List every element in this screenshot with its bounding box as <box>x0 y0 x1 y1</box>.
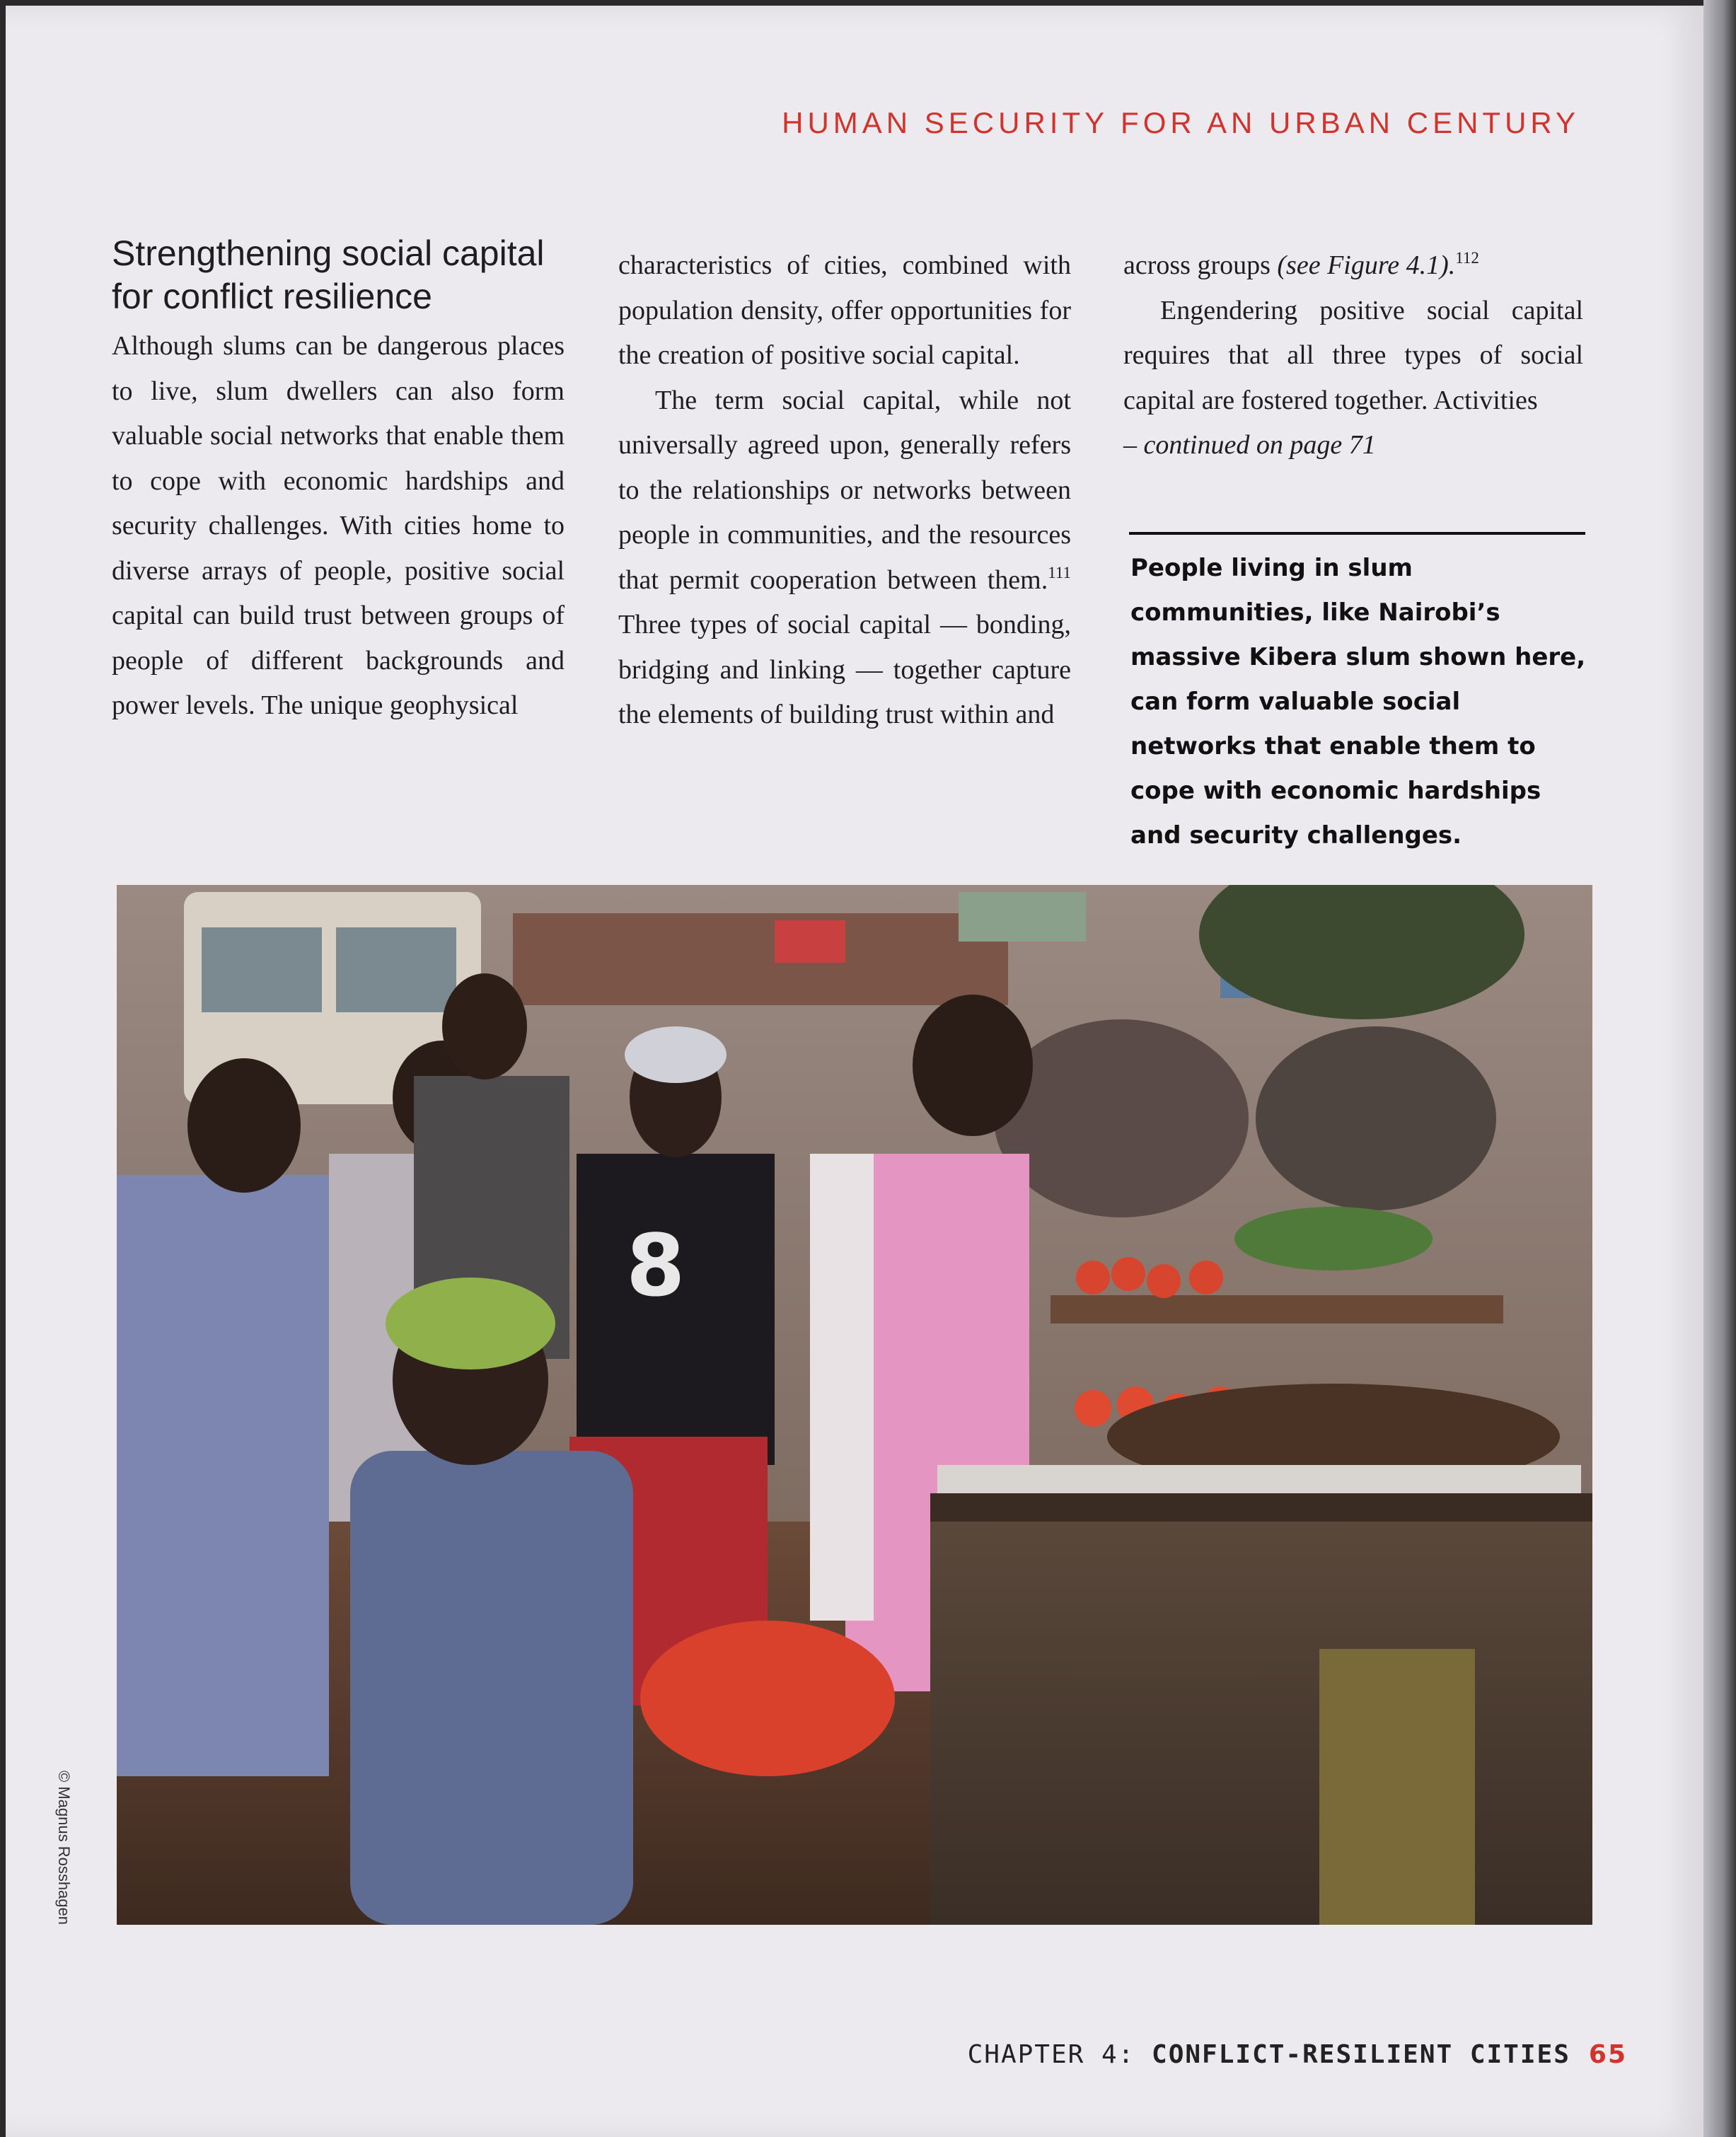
chapter-title: CONFLICT-RESILIENT CITIES <box>1135 2040 1570 2069</box>
paragraph-text: Three types of social capital — bonding, bridging and linking — together capture the elements of building trust within and <box>618 610 1071 729</box>
paragraph: Although slums can be dangerous places to live, slum dwellers can also form valuable social networks that enable them to cope with economic hardships and security challenges. With cities home to diverse arrays of people, positive social capital can build trust between groups of people of different backgrounds and power levels. The unique geophysical <box>112 331 565 720</box>
market-photo <box>117 885 1592 1925</box>
paragraph: characteristics of cities, combined with population density, offer opportunities for the creation of positive social capital. <box>618 250 1071 370</box>
section-heading: Strengthening social capital for conflict resilience <box>112 233 545 316</box>
continued-note <box>1123 423 1583 468</box>
continued-text: – continued on page 71 <box>1123 430 1376 460</box>
running-head: HUMAN SECURITY FOR AN URBAN CENTURY <box>782 106 1580 139</box>
text-column-1 <box>112 232 565 729</box>
paragraph <box>1123 243 1583 289</box>
page-number: 65 <box>1588 2040 1627 2069</box>
footnote-ref: 112 <box>1455 249 1479 267</box>
figure-reference: (see Figure 4.1). <box>1277 250 1456 280</box>
photo-caption: People living in slum communities, like Nairobi’s massive Kibera slum shown here, can form valuable social networks that enable them to cope with economic hardships and security challenges. <box>1130 554 1586 850</box>
photo-credit: © Magnus Rosshagen <box>55 1771 73 1925</box>
chapter-label: CHAPTER 4: <box>967 2040 1135 2069</box>
text-column-3 <box>1123 243 1583 468</box>
caption-rule <box>1129 532 1585 535</box>
page <box>6 6 1703 2137</box>
footnote-ref: 111 <box>1048 563 1071 581</box>
text-column-2 <box>618 243 1071 738</box>
svg-text:8: 8 <box>626 1217 685 1316</box>
paragraph-text: The term social capital, while not universally agreed upon, generally refers to the relationships or networks between people in communities, and the resources that permit cooperation between them. <box>618 385 1071 595</box>
page-footer <box>925 2040 1627 2069</box>
paragraph <box>618 378 1071 738</box>
paragraph: Engendering positive social capital requires that all three types of social capital are fostered together. Activities <box>1123 295 1583 415</box>
page-edge <box>1703 0 1736 2137</box>
paragraph-text: across groups <box>1123 250 1278 280</box>
